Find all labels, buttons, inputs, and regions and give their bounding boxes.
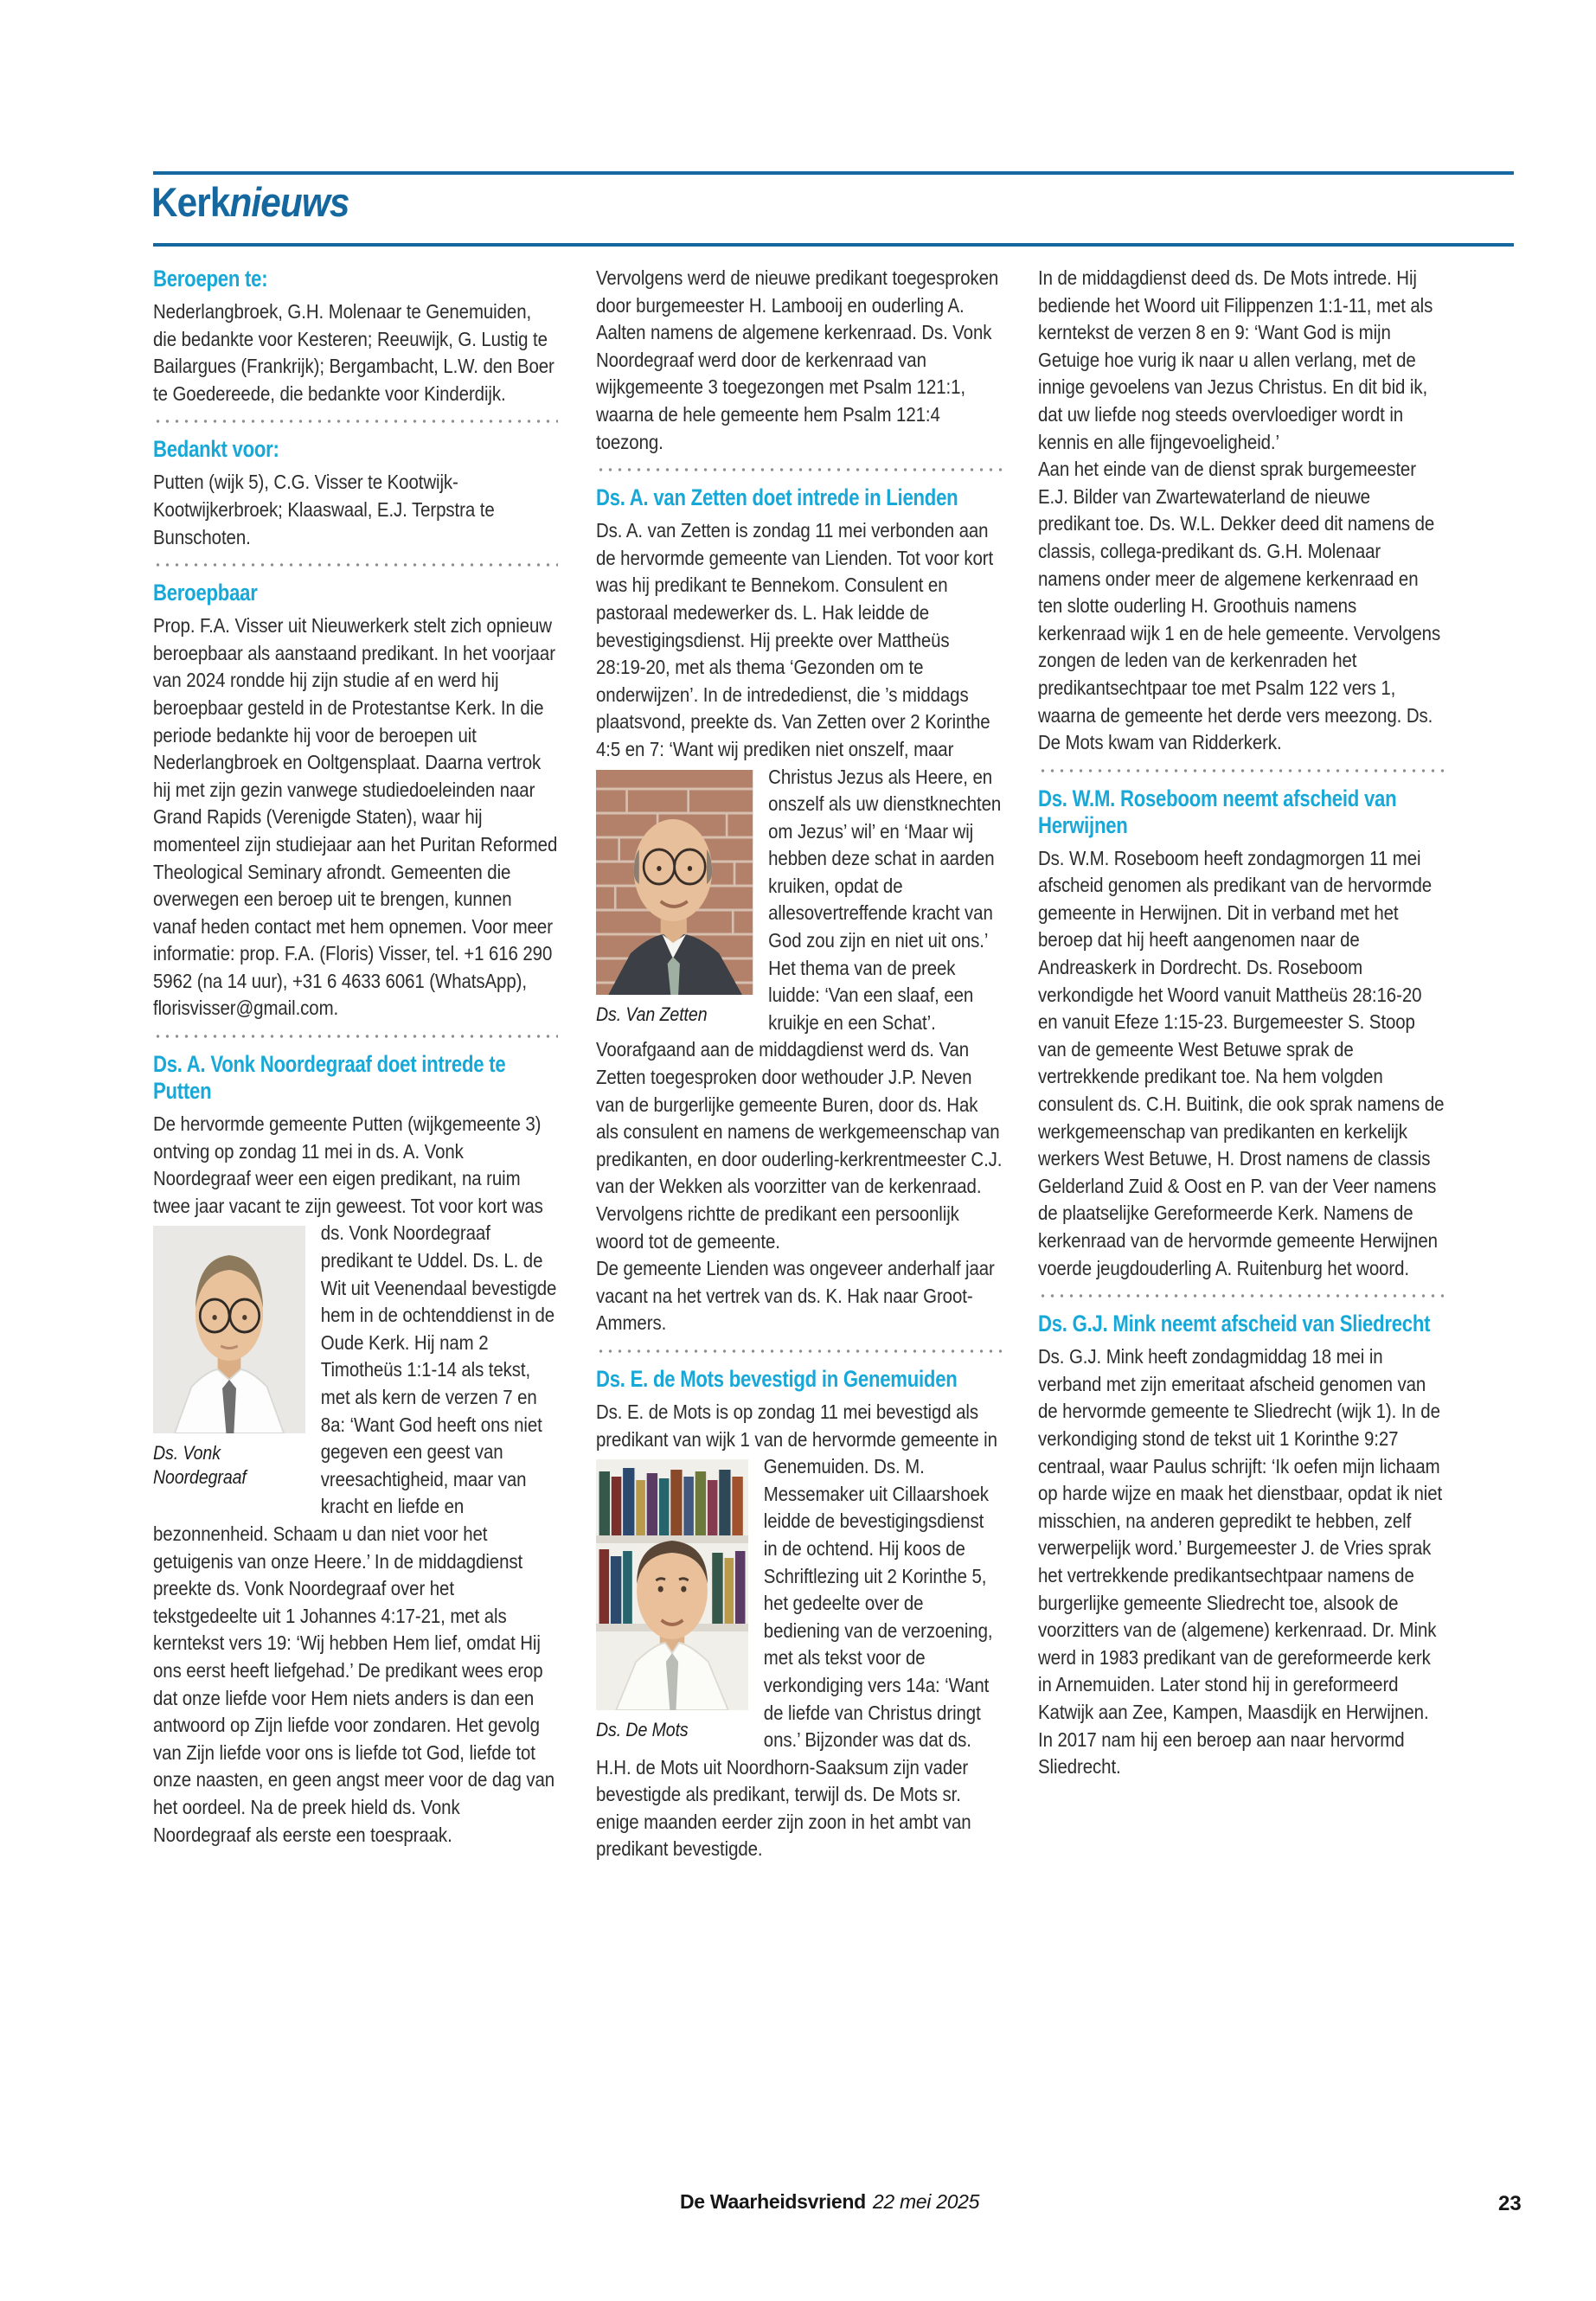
vonk-noordegraaf-article — [153, 1111, 558, 1849]
page-title — [151, 178, 349, 226]
dotted-separator — [153, 420, 558, 423]
beroepen-te-text: Nederlangbroek, G.H. Molenaar te Genemuiden, die bedankte voor Kesteren; Reeuwijk, G. Lustig te Bailargues (Frankrijk); Bergambacht, L.W. den Boer te Goedereede, die bedankte voor Kinderdijk. — [153, 300, 554, 405]
van-zetten-figure — [596, 770, 753, 1027]
vonk-text-post: predikant te Uddel. Ds. L. de Wit uit Veenendaal bevestigde hem in de ochtenddienst in de Oude Kerk. Hij nam 2 Timotheüs 1:1-14 als tekst, met als kern de verzen 7 en 8a: ‘Want God heeft ons niet gegeven een geest van vreesachtigheid, maar van kracht en liefde en bezonnenheid. Schaam u dan niet voor het getuigenis van onze Heere.’ In de middagdienst preekte ds. Vonk Noordegraaf over het tekstgedeelte uit 1 Johannes 4:17-21, met als kerntekst vers 19: ‘Wij hebben Hem lief, omdat Hij ons eerst heeft liefgehad.’ De predikant wees erop dat onze liefde voor Hem niets anders is dan een antwoord op Zijn liefde voor zondaren. Het gevolg van Zijn liefde voor ons is liefde tot God, liefde tot onze naasten, en geen angst meer voor de dag van het oordeel. Na de preek hield ds. Vonk Noordegraaf als eerste een toespraak. — [153, 1249, 557, 1846]
dotted-separator — [596, 468, 1003, 471]
page-title-italic: nieuws — [229, 179, 349, 225]
de-mots-photo-caption: Ds. De Mots — [596, 1719, 689, 1741]
heading-van-zetten: Ds. A. van Zetten doet intrede in Lienden — [596, 484, 958, 511]
de-mots-portrait-photo — [596, 1459, 748, 1710]
bedankt-voor-text: Putten (wijk 5), C.G. Visser te Kootwijk-Kootwijkerbroek; Klaaswaal, E.J. Terpstra te Bunschoten. — [153, 471, 495, 548]
beroepbaar-text: Prop. F.A. Visser uit Nieuwerkerk stelt zich opnieuw beroepbaar als aanstaand predikant. In het voorjaar van 2024 rondde hij zijn studie af en werd hij beroepbaar gesteld in de Protestantse Kerk. In die periode bedankte hij voor de beroepen uit Nederlangbroek en Ooltgensplaat. Daarna vertrok hij met zijn gezin vanwege studiedoeleinden naar Grand Rapids (Verenigde Staten), waar hij momenteel zijn studiejaar aan het Puritan Reformed Theological Seminary afrondt. Gemeenten die overwegen een beroep uit te brengen, kunnen vanaf heden contact met hem opnemen. Voor meer informatie: prop. F.A. (Floris) Visser, tel. +1 616 290 5962 (na 14 uur), +31 6 4633 6061 (WhatsApp), florisvisser@gmail.com. — [153, 614, 558, 1020]
heading-roseboom: Ds. W.M. Roseboom neemt afscheid van Herwijnen — [1038, 785, 1397, 838]
dotted-separator — [1038, 769, 1445, 772]
page-title-bold: Kerk — [151, 179, 230, 225]
heading-bedankt-voor: Bedankt voor: — [153, 436, 279, 463]
dotted-separator — [596, 1349, 1003, 1353]
dotted-separator — [153, 563, 558, 567]
heading-mink: Ds. G.J. Mink neemt afscheid van Sliedrecht — [1038, 1311, 1431, 1337]
de-mots-article — [596, 1399, 1002, 1863]
dotted-separator — [1038, 1294, 1445, 1298]
van-zetten-text-pre: Ds. A. van Zetten is zondag 11 mei verbonden aan de hervormde gemeente van Lienden. Tot voor kort was hij predikant te Bennekom. Consulent en pastoraal medewerker ds. L. Hak leidde de bevestigingsdienst. Hij preekte over Mattheüs 28:19-20, met als thema ‘Gezonden om te onderwijzen’. In de intrededienst, die ’s middags plaatsvond, preekte ds. Van Zetten over 2 Korinthe 4:5 en 7: ‘Want wij prediken niet onszelf, maar — [596, 519, 994, 760]
column-1 — [153, 265, 558, 1849]
masthead-rule-top — [153, 171, 1514, 175]
footer-credit — [680, 2190, 979, 2214]
column-3 — [1038, 265, 1445, 1781]
vonk-text-pre: De hervormde gemeente Putten (wijkgemeente 3) ontving op zondag 11 mei in ds. A. Vonk Noordegraaf weer een eigen predikant, na ruim twee jaar vacant te zijn geweest. Tot voor kort was ds. Vonk Noordegraaf — [153, 1112, 543, 1245]
vonk-noordegraaf-figure — [153, 1226, 305, 1490]
footer-magazine-name: De Waarheidsvriend — [680, 2190, 866, 2213]
vonk-noordegraaf-portrait-photo — [153, 1226, 305, 1433]
masthead-rule-bottom — [153, 243, 1514, 247]
page-number: 23 — [1498, 2192, 1522, 2215]
van-zetten-text-last: De gemeente Lienden was ongeveer anderhalf jaar vacant na het vertrek van ds. K. Hak naar Groot-Ammers. — [596, 1257, 995, 1335]
mink-text: Ds. G.J. Mink heeft zondagmiddag 18 mei in verband met zijn emeritaat afscheid genomen van de hervormde gemeente te Sliedrecht (wijk 1). In de verkondiging stond de tekst uit 1 Korinthe 9:27 centraal, waar Paulus schrijft: ‘Ik oefen mijn lichaam op harde wijze en maak het dienstbaar, opdat ik niet misschien, na anderen gepredikt te hebben, zelf verwerpelijk word.’ Burgemeester J. de Vries sprak het vertrekkende predikantsechtpaar namens de burgerlijke gemeente Sliedrecht toe, alsook de voorzitters van de (algemene) kerkenraad. Dr. Mink werd in 1983 predikant van de gereformeerde kerk in Arnemuiden. Later stond hij in gereformeerd Katwijk aan Zee, Kampen, Maasdijk en Herwijnen. In 2017 nam hij een beroep aan naar hervormd Sliedrecht. — [1038, 1345, 1443, 1779]
de-mots-text-pre: Ds. E. de Mots is op zondag 11 mei bevestigd als predikant van wijk 1 van de hervormde gemeente in Genemuiden. Ds. M. — [596, 1400, 997, 1478]
van-zetten-portrait-photo — [596, 770, 753, 995]
vonk-continuation-text: Vervolgens werd de nieuwe predikant toegesproken door burgemeester H. Lambooij en ouderling A. Aalten namens de algemene kerkenraad. Ds. Vonk Noordegraaf werd door de kerkenraad van wijkgemeente 3 toegezongen met Psalm 121:1, waarna de hele gemeente hem Psalm 121:4 toezong. — [596, 266, 999, 453]
footer-date: 22 mei 2025 — [872, 2190, 980, 2213]
van-zetten-photo-caption: Ds. Van Zetten — [596, 1003, 708, 1025]
heading-beroepen-te: Beroepen te: — [153, 266, 268, 292]
de-mots-intrede-text-2: Aan het einde van de dienst sprak burgemeester E.J. Bilder van Zwartewaterland de nieuwe predikant toe. Ds. W.L. Dekker deed dit namens de classis, collega-predikant ds. G.H. Molenaar namens onder meer de algemene kerkenraad en ten slotte ouderling H. Groothuis namens kerkenraad wijk 1 en de hele gemeente. Vervolgens zongen de leden van de kerkenraden het predikantsechtpaar toe met Psalm 122 vers 1, waarna de gemeente het derde vers meezong. Ds. De Mots kwam van Ridderkerk. — [1038, 458, 1441, 754]
de-mots-text-post: Messemaker uit Cillaarshoek leidde de bevestigingsdienst in de ochtend. Hij koos de Schriftlezing uit 2 Korinthe 5, het gedeelte over de bediening van de verzoening, met als tekst voor de verkondiging vers 14a: ‘Want de liefde van Christus dringt ons.’ Bijzonder was dat ds. H.H. de Mots uit Noordhorn-Saaksum zijn vader bevestigde als predikant, terwijl ds. De Mots sr. enige maanden eerder zijn zoon in het ambt van predikant bevestigde. — [596, 1482, 993, 1861]
van-zetten-article — [596, 517, 1002, 1255]
roseboom-text: Ds. W.M. Roseboom heeft zondagmorgen 11 mei afscheid genomen als predikant van de hervormde gemeente in Herwijnen. Dit in verband met het beroep dat hij heeft aangenomen naar de Andreaskerk in Dordrecht. Ds. Roseboom verkondigde het Woord vanuit Mattheüs 28:16-20 en vanuit Efeze 1:15-23. Burgemeester S. Stoop van de gemeente West Betuwe sprak de vertrekkende predikant toe. Na hem volgden consulent ds. C.H. Buitink, die ook sprak namens de werkgemeenschap van predikanten en kerkelijk werkers West Betuwe, H. Drost namens de classis Gelderland Zuid & Oost en P. van der Veer namens de plaatselijke Gereformeerde Kerk. Namens de kerkenraad van de hervormde gemeente Herwijnen voerde jeugdouderling A. Ruitenburg het woord. — [1038, 846, 1445, 1279]
de-mots-figure — [596, 1459, 748, 1742]
de-mots-intrede-text-1: In de middagdienst deed ds. De Mots intrede. Hij bediende het Woord uit Filippenzen 1:1-11, met als kerntekst de verzen 8 en 9: ‘Want God is mijn Getuige hoe vurig ik naar u allen verlang, met de innige gevoelens van Jezus Christus. En dit bid ik, dat uw liefde nog steeds overvloediger wordt in kennis en alle fijngevoeligheid.’ — [1038, 266, 1433, 453]
vonk-photo-caption: Ds. Vonk Noordegraaf — [153, 1442, 247, 1489]
dotted-separator — [153, 1035, 558, 1038]
heading-de-mots: Ds. E. de Mots bevestigd in Genemuiden — [596, 1365, 958, 1392]
heading-beroepbaar: Beroepbaar — [153, 580, 258, 606]
van-zetten-text-post: Christus Jezus als Heere, en onszelf als uw dienstknechten om Jezus’ wil’ en ‘Maar wij hebben deze schat in aarden kruiken, opdat de allesovertreffende kracht van God zou zijn en niet uit ons.’ Het thema van de preek luidde: ‘Van een slaaf, een kruikje en een Schat’. Voorafgaand aan de middagdienst werd ds. Van Zetten toegesproken door wethouder J.P. Neven van de burgerlijke gemeente Buren, door ds. Hak als consulent en namens de werkgemeenschap van predikanten, en door ouderling-kerkrentmeester C.J. van der Wekken als voorzitter van de kerkenraad. Vervolgens richtte de predikant een persoonlijk woord tot de gemeente. — [596, 765, 1003, 1253]
column-2 — [596, 265, 1003, 1863]
heading-vonk-noordegraaf: Ds. A. Vonk Noordegraaf doet intrede te Putten — [153, 1051, 506, 1105]
